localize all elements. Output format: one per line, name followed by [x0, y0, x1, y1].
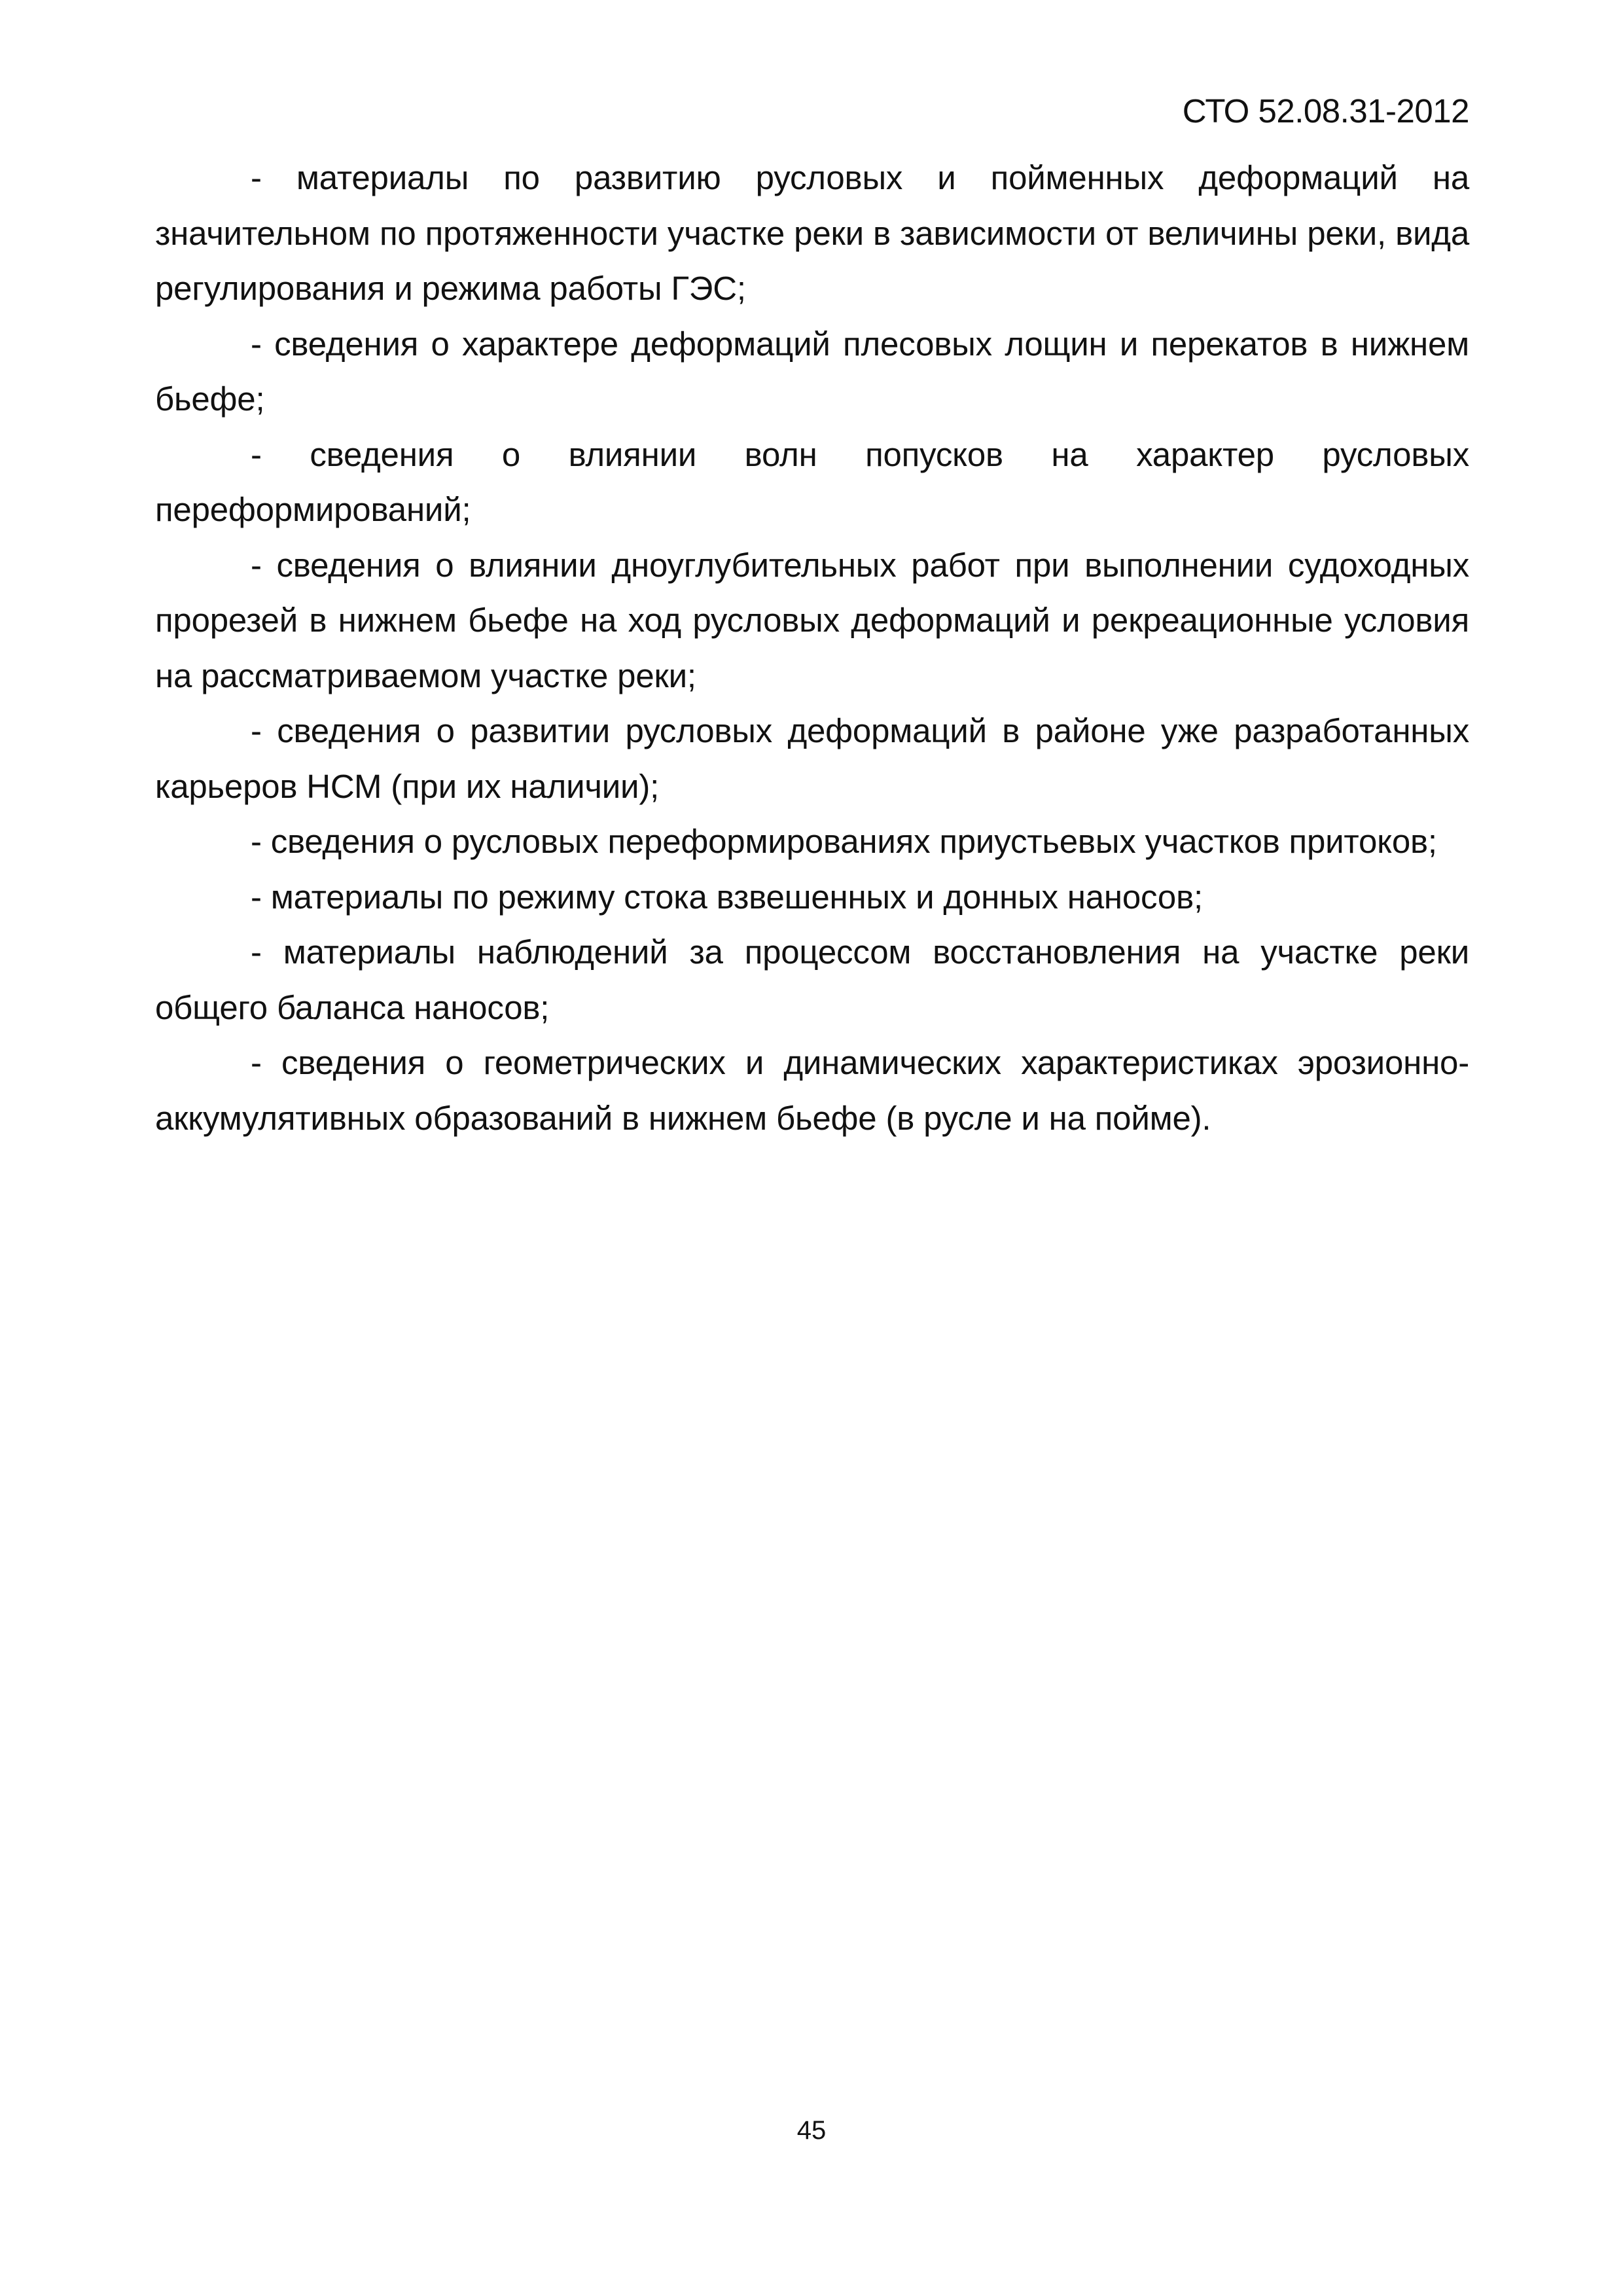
document-body	[155, 151, 1469, 1146]
list-item: - сведения о характере деформаций плесовых лощин и перекатов в нижнем бьефе;	[155, 325, 1469, 418]
page-number: 45	[796, 2116, 827, 2145]
list-item: - сведения о влиянии волн попусков на характер русловых переформирований;	[155, 435, 1469, 528]
list-item: - сведения о влиянии дноуглубительных работ при выполнении судоходных прорезей в нижнем бьефе на ход русловых деформаций и рекреационные условия на рассматриваемом участке реки;	[155, 546, 1469, 694]
list-item: - сведения о геометрических и динамических характеристиках эрозионно-аккумулятивных образований в нижнем бьефе (в русле и на пойме).	[155, 1044, 1469, 1137]
list-item: - сведения о русловых переформированиях приустьевых участков притоков;	[251, 823, 1437, 860]
list-item: - материалы наблюдений за процессом восстановления на участке реки общего баланса наносов;	[155, 933, 1469, 1026]
document-code: СТО 52.08.31-2012	[1182, 92, 1469, 130]
list-item: - сведения о развитии русловых деформаций в районе уже разработанных карьеров НСМ (при их наличии);	[155, 712, 1469, 805]
list-item: - материалы по режиму стока взвешенных и донных наносов;	[251, 878, 1203, 916]
list-item: - материалы по развитию русловых и пойменных деформаций на значительном по протяженности участке реки в зависимости от величины реки, вида регулирования и режима работы ГЭС;	[155, 159, 1469, 307]
